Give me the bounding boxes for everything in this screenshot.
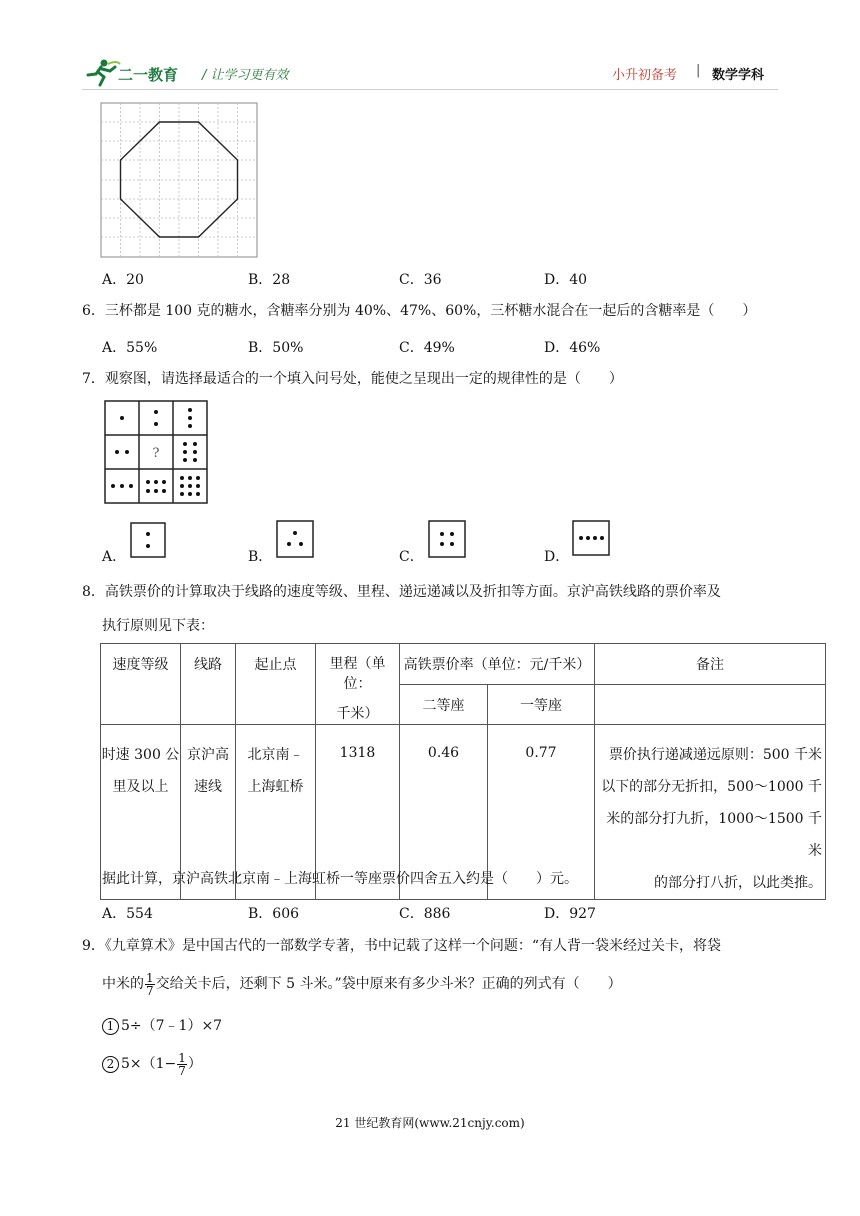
cell-stations: 北京南﹣ 上海虹桥 <box>236 725 316 900</box>
q8-text-line1: 8．高铁票价的计算取决于线路的速度等级、里程、递远递减以及折扣等方面。京沪高铁线路的票价率及 <box>82 584 721 600</box>
q9-item-2: 2 5×（1− $\frac{1}{7}$ ） <box>102 1046 202 1082</box>
cell-distance: 1318 <box>316 725 400 900</box>
question-mark: ? <box>152 446 160 461</box>
q5-option-d[interactable]: D．40 <box>544 272 588 288</box>
header-separator: | <box>696 63 701 78</box>
cell-second-rate: 0.46 <box>400 725 488 900</box>
header-note: 备注 <box>595 644 826 685</box>
q8-option-a[interactable]: A．554 <box>102 906 153 922</box>
q7-option-c-dice-icon[interactable] <box>428 520 466 558</box>
cell-route: 京沪高 速线 <box>181 725 236 900</box>
header-first-class: 一等座 <box>488 684 595 725</box>
fraction-one-seventh: $\frac{1}{7}$ <box>146 970 154 998</box>
header-second-class: 二等座 <box>400 684 488 725</box>
q5-option-b[interactable]: B．28 <box>248 272 291 288</box>
q8-option-d[interactable]: D．927 <box>544 906 596 922</box>
exam-label: 小升初备考 <box>612 68 678 83</box>
logo-text: 二一教育 <box>118 66 179 84</box>
header-divider <box>82 89 778 90</box>
running-man-logo-icon <box>82 58 122 88</box>
q8-after-text: 据此计算，京沪高铁北京南﹣上海虹桥一等座票价四舍五入约是（ ）元。 <box>102 871 578 887</box>
q6-option-a[interactable]: A．55% <box>102 340 158 356</box>
header <box>82 58 778 88</box>
q7-option-b-label[interactable]: B． <box>248 549 273 565</box>
cell-first-rate: 0.77 <box>488 725 595 900</box>
slogan: / 让学习更有效 <box>202 68 289 83</box>
fraction-one-seventh-2: $\frac{1}{7}$ <box>178 1050 186 1078</box>
header-stations: 起止点 <box>236 644 316 725</box>
octagon-grid-figure <box>100 102 258 258</box>
cell-speed: 时速 300 公 里及以上 <box>101 725 181 900</box>
q6-option-c[interactable]: C．49% <box>399 340 455 356</box>
circled-number-2: 2 <box>102 1056 119 1073</box>
q7-option-d-label[interactable]: D． <box>544 549 570 565</box>
q9-item-1: 1 5÷（7﹣1）×7 <box>102 1016 222 1036</box>
q6-option-b[interactable]: B．50% <box>248 340 304 356</box>
q7-option-c-label[interactable]: C． <box>399 549 424 565</box>
header-route: 线路 <box>181 644 236 725</box>
q8-option-c[interactable]: C．886 <box>399 906 451 922</box>
fare-table <box>100 643 826 900</box>
footer: 21 世纪教育网(www.21cnjy.com) <box>335 1116 525 1130</box>
q8-text-line2: 执行原则见下表： <box>102 618 214 634</box>
q5-option-c[interactable]: C．36 <box>399 272 442 288</box>
circled-number-1: 1 <box>102 1018 119 1035</box>
q7-option-b-dice-icon[interactable] <box>276 520 314 558</box>
header-rate: 高铁票价率（单位：元/千米） <box>400 644 595 685</box>
q7-option-a-dice-icon[interactable] <box>130 522 166 558</box>
subject-label: 数学学科 <box>712 68 765 83</box>
q8-option-b[interactable]: B．606 <box>248 906 300 922</box>
q6-option-d[interactable]: D．46% <box>544 340 601 356</box>
header-speed: 速度等级 <box>101 644 181 725</box>
q5-option-a[interactable]: A．20 <box>102 272 144 288</box>
q7-option-a-label[interactable]: A． <box>102 549 127 565</box>
dot-pattern-grid-figure <box>104 400 208 504</box>
q6-text: 6．三杯都是 100 克的糖水，含糖率分别为 40%、47%、60%，三杯糖水混合在一起后的含糖率是（ ） <box>82 303 757 319</box>
q7-text: 7．观察图，请选择最适合的一个填入问号处，能使之呈现出一定的规律性的是（ ） <box>82 371 623 387</box>
cell-note: 票价执行递减递远原则：500 千米 以下的部分无折扣，500～1000 千 米的部分打九折，1000～1500 千米 的部分打八折，以此类推。 <box>595 725 826 900</box>
q9-text-line2: 中米的 $\frac{1}{7}$ 交给关卡后，还剩下 5 斗米。”袋中原来有多少斗米？正确的列式有（ ） <box>102 970 622 998</box>
q9-text-line1: 9．《九章算术》是中国古代的一部数学专著，书中记载了这样一个问题：“有人背一袋米经过关卡，将袋 <box>82 938 722 954</box>
header-distance: 里程（单位： 千米） <box>316 644 400 725</box>
q7-option-d-dice-icon[interactable] <box>572 520 610 556</box>
